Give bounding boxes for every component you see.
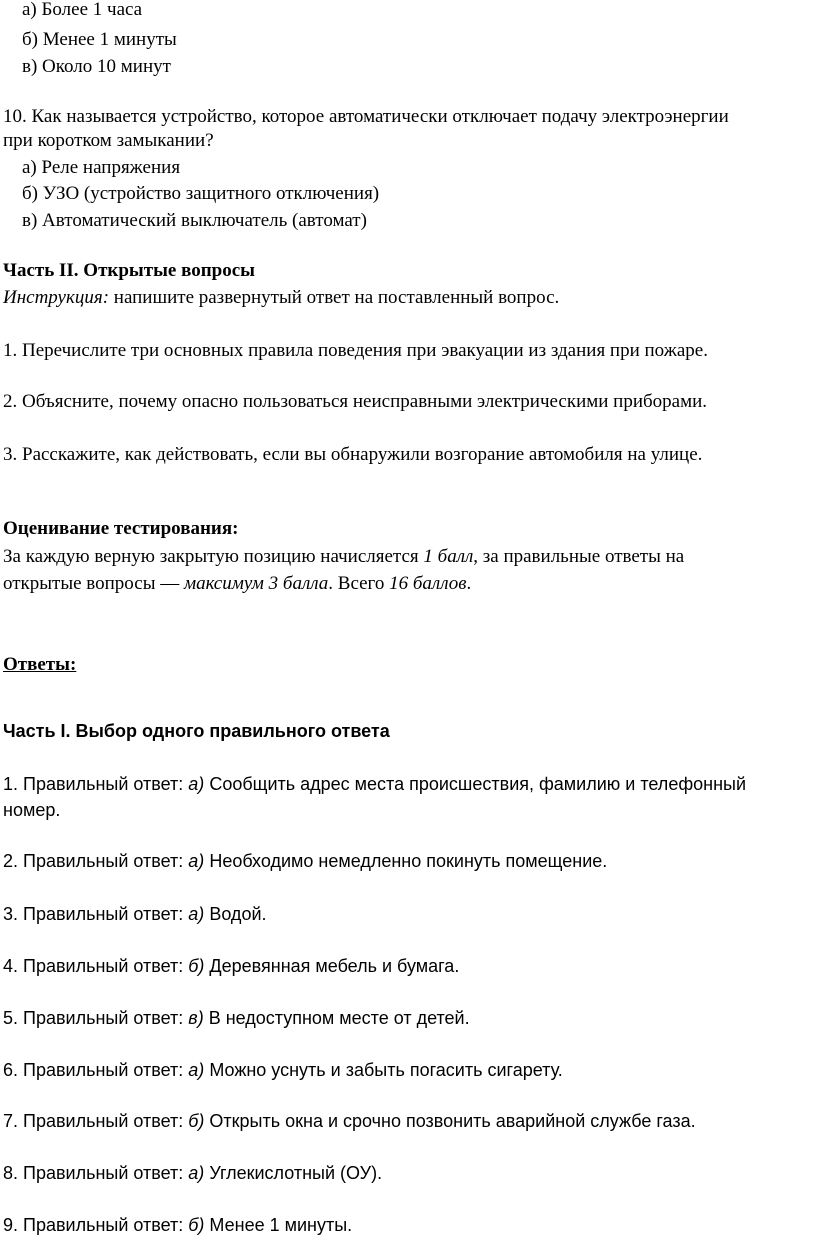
answer-6 — [3, 1057, 563, 1083]
answer-9 — [3, 1212, 352, 1238]
grading-line-1 — [3, 544, 684, 570]
answer-prefix: 8. Правильный ответ: — [3, 1163, 189, 1183]
question-10-line-2: при коротком замыкании? — [3, 130, 214, 151]
answer-text: В недоступном месте от детей. — [203, 1008, 470, 1028]
answer-3 — [3, 901, 267, 927]
answer-letter: а) — [188, 1163, 205, 1183]
grading-text: . Всего — [328, 573, 390, 594]
answer-prefix: 3. Правильный ответ: — [3, 904, 189, 924]
answer-text: Менее 1 минуты. — [204, 1215, 353, 1235]
answer-letter: а) — [188, 774, 205, 794]
answer-1 — [3, 771, 746, 797]
answer-prefix: 4. Правильный ответ: — [3, 956, 189, 976]
question-10-line-1: 10. Как называется устройство, которое автоматически отключает подачу электроэнергии — [3, 106, 729, 127]
instruction-text: напишите развернутый ответ на поставленный вопрос. — [109, 287, 560, 308]
answer-text: Сообщить адрес места происшествия, фамилию и телефонный — [204, 774, 747, 794]
grading-text: , за правильные ответы на — [473, 546, 685, 567]
answer-8 — [3, 1160, 382, 1186]
answer-text: Необходимо немедленно покинуть помещение. — [204, 851, 608, 871]
grading-text: За каждую верную закрытую позицию начисляется — [3, 546, 424, 567]
answer-prefix: 6. Правильный ответ: — [3, 1060, 189, 1080]
answers-part1-heading: Часть I. Выбор одного правильного ответа — [3, 721, 390, 741]
grading-text: открытые вопросы — — [3, 573, 184, 594]
answer-2 — [3, 848, 607, 874]
option-a: а) Более 1 часа — [22, 0, 143, 20]
grading-emphasis: максимум 3 балла — [183, 573, 329, 594]
option-c: в) Около 10 минут — [22, 56, 171, 77]
answer-letter: а) — [188, 1060, 205, 1080]
grading-heading: Оценивание тестирования: — [3, 518, 239, 539]
answer-1-continuation: номер. — [3, 800, 61, 820]
answer-5 — [3, 1005, 470, 1031]
answer-letter: б) — [188, 1215, 205, 1235]
answer-text: Углекислотный (ОУ). — [204, 1163, 383, 1183]
answer-prefix: 9. Правильный ответ: — [3, 1215, 189, 1235]
answer-prefix: 1. Правильный ответ: — [3, 774, 189, 794]
answer-prefix: 2. Правильный ответ: — [3, 851, 189, 871]
answer-4 — [3, 953, 459, 979]
open-question-2: 2. Объясните, почему опасно пользоваться неисправными электрическими приборами. — [3, 391, 708, 412]
answer-text: Водой. — [204, 904, 267, 924]
grading-emphasis: 1 балл — [423, 546, 474, 567]
question-10-option-a: а) Реле напряжения — [22, 157, 181, 178]
question-10-option-b: б) УЗО (устройство защитного отключения) — [22, 183, 380, 204]
option-b: б) Менее 1 минуты — [22, 29, 177, 50]
answer-7 — [3, 1108, 696, 1134]
answer-text: Деревянная мебель и бумага. — [204, 956, 460, 976]
grading-line-2 — [3, 571, 471, 597]
question-10-option-c: в) Автоматический выключатель (автомат) — [22, 210, 367, 231]
answer-letter: б) — [188, 956, 205, 976]
answer-text: Открыть окна и срочно позвонить аварийной службе газа. — [204, 1111, 696, 1131]
answer-prefix: 5. Правильный ответ: — [3, 1008, 189, 1028]
answer-text: Можно уснуть и забыть погасить сигарету. — [204, 1060, 563, 1080]
answer-letter: а) — [188, 904, 205, 924]
answer-letter: а) — [188, 851, 205, 871]
answer-letter: в) — [188, 1008, 204, 1028]
answers-heading: Ответы: — [3, 654, 77, 675]
answer-letter: б) — [188, 1111, 205, 1131]
grading-emphasis: 16 баллов — [389, 573, 467, 594]
part2-instruction — [3, 285, 559, 311]
answer-prefix: 7. Правильный ответ: — [3, 1111, 189, 1131]
grading-text: . — [466, 573, 472, 594]
part2-heading: Часть II. Открытые вопросы — [3, 260, 256, 281]
instruction-label: Инструкция: — [3, 287, 110, 308]
open-question-3: 3. Расскажите, как действовать, если вы обнаружили возгорание автомобиля на улице. — [3, 444, 703, 465]
open-question-1: 1. Перечислите три основных правила поведения при эвакуации из здания при пожаре. — [3, 340, 708, 361]
